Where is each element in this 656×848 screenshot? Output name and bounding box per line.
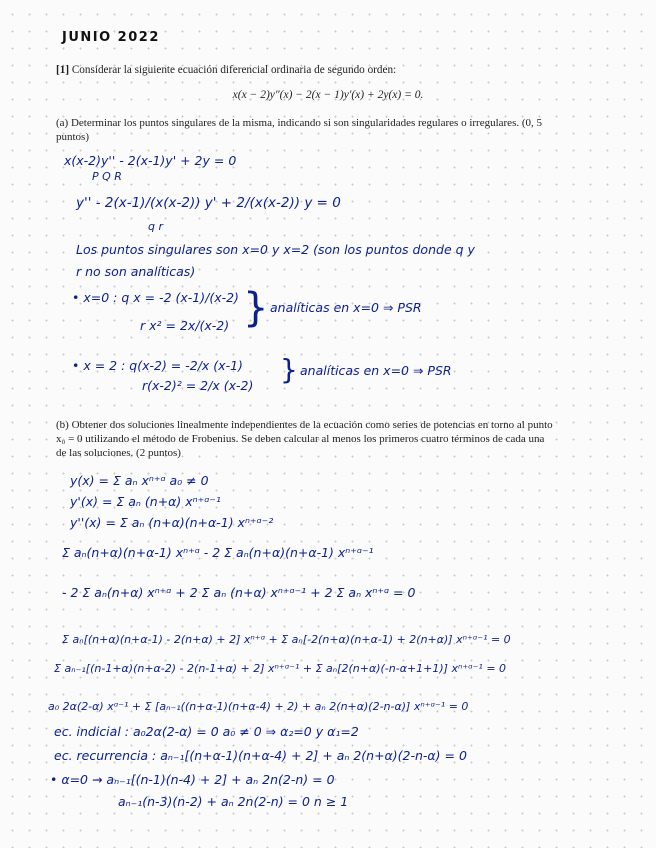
hw-a-line: x(x-2)y'' - 2(x-1)y' + 2y = 0 xyxy=(64,153,237,168)
curly-brace-icon: } xyxy=(280,353,298,386)
hw-a-line: r x² = 2x/(x-2) xyxy=(140,318,230,333)
page-title: JUNIO 2022 xyxy=(62,30,160,45)
hw-b-line: y'(x) = Σ aₙ (n+α) xⁿ⁺ᵅ⁻¹ xyxy=(70,494,221,509)
hw-a-line: P Q R xyxy=(92,170,122,183)
hw-b-line: aₙ₋₁(n-3)(n-2) + aₙ 2n(2-n) = 0 n ≥ 1 xyxy=(118,794,349,809)
hw-a-line: • x=0 : q x = -2 (x-1)/(x-2) xyxy=(72,290,239,305)
hw-a-line: r no son analíticas) xyxy=(76,264,196,279)
problem-intro xyxy=(56,64,576,76)
hw-a-line: r(x-2)² = 2/x (x-2) xyxy=(142,378,254,393)
problem-intro-text: Considerar la siguiente ecuación diferencial ordinaria de segundo orden: xyxy=(71,64,397,76)
hw-a-line: Los puntos singulares son x=0 y x=2 (son los puntos donde q y xyxy=(76,242,475,257)
hw-b-line: Σ aₙ(n+α)(n+α-1) xⁿ⁺ᵅ - 2 Σ aₙ(n+α)(n+α-1) xⁿ⁺ᵅ⁻¹ xyxy=(62,545,374,560)
hw-a-line: analíticas en x=0 ⇒ PSR xyxy=(270,300,422,315)
problem-number: [1] xyxy=(56,64,70,76)
hw-b-line: Σ aₙ₋₁[(n-1+α)(n+α-2) - 2(n-1+α) + 2] xⁿ⁺ᵅ⁻¹ + Σ aₙ[2(n+α)(-n-α+1+1)] xⁿ⁺ᵅ⁻¹ = 0 xyxy=(54,662,507,675)
hw-b-line: ec. indicial : a₀2α(2-α) = 0 a₀ ≠ 0 ⇒ α₂=0 y α₁=2 xyxy=(54,724,359,739)
hw-b-line: a₀ 2α(2-α) xᵅ⁻¹ + Σ [aₙ₋₁((n+α-1)(n+α-4) + 2) + aₙ 2(n+α)(2-n-α)] xⁿ⁺ᵅ⁻¹ = 0 xyxy=(48,700,469,713)
hw-b-line: - 2 Σ aₙ(n+α) xⁿ⁺ᵅ + 2 Σ aₙ (n+α) xⁿ⁺ᵅ⁻¹ + 2 Σ aₙ xⁿ⁺ᵅ = 0 xyxy=(62,585,416,600)
hw-b-line: ec. recurrencia : aₙ₋₁[(n+α-1)(n+α-4) + 2] + aₙ 2(n+α)(2-n-α) = 0 xyxy=(54,748,467,763)
hw-b-line: y''(x) = Σ aₙ (n+α)(n+α-1) xⁿ⁺ᵅ⁻² xyxy=(70,515,274,530)
hw-a-line: • x = 2 : q(x-2) = -2/x (x-1) xyxy=(72,358,243,373)
hw-b-line: y(x) = Σ aₙ xⁿ⁺ᵅ a₀ ≠ 0 xyxy=(70,473,209,488)
problem-equation: x(x − 2)y″(x) − 2(x − 1)y′(x) + 2y(x) = 0. xyxy=(232,89,424,101)
part-a-prompt: (a) Determinar los puntos singulares de la misma, indicando si son singularidades regulares o irregulares. (0, 5 puntos) xyxy=(56,117,543,143)
part-b-prompt: (b) Obtener dos soluciones linealmente independientes de la ecuación como series de potencias en torno al punto x₀ = 0 utilizando el método de Frobenius. Se deben calcular al menos los primeros cuatro términos de cada una de las soluciones. (2 puntos) xyxy=(56,419,553,459)
curly-brace-icon: } xyxy=(243,285,269,331)
hw-a-line: q r xyxy=(148,220,164,233)
hw-a-line: analíticas en x=0 ⇒ PSR xyxy=(300,363,452,378)
hw-b-line: Σ aₙ[(n+α)(n+α-1) - 2(n+α) + 2] xⁿ⁺ᵅ + Σ aₙ[-2(n+α)(n+α-1) + 2(n+α)] xⁿ⁺ᵅ⁻¹ = 0 xyxy=(62,633,511,646)
hw-b-line: • α=0 → aₙ₋₁[(n-1)(n-4) + 2] + aₙ 2n(2-n) = 0 xyxy=(50,772,335,787)
hw-a-line: y'' - 2(x-1)/(x(x-2)) y' + 2/(x(x-2)) y = 0 xyxy=(76,195,341,211)
